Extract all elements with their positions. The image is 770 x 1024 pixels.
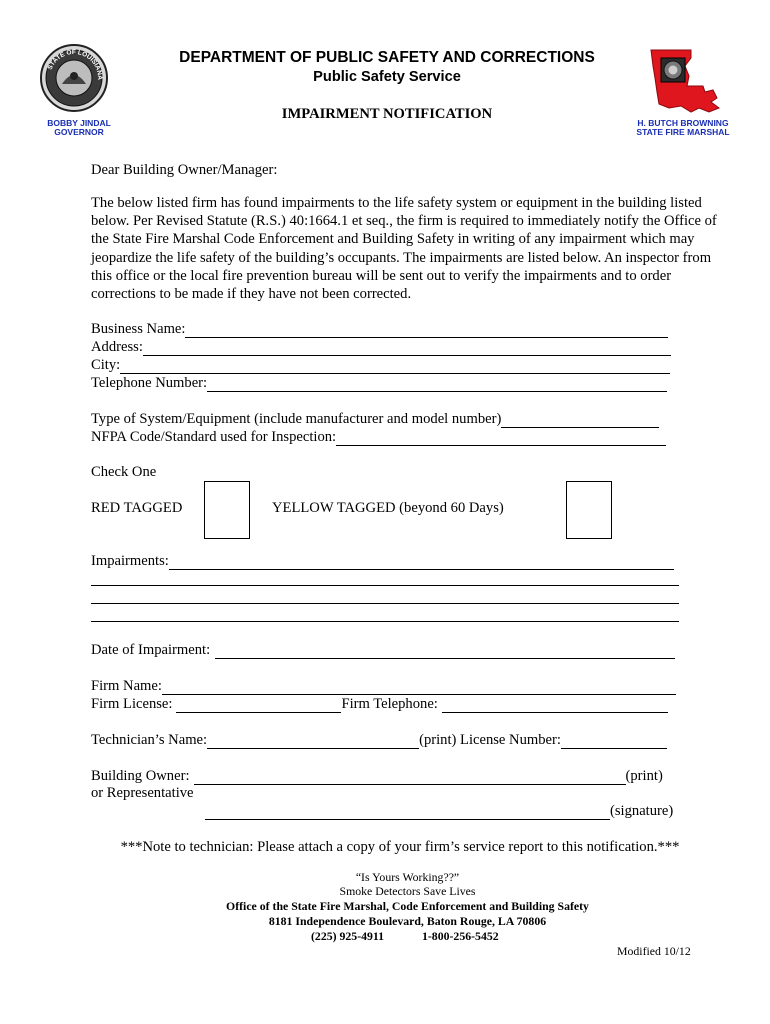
- form-title: IMPAIRMENT NOTIFICATION: [281, 106, 493, 122]
- footer-slogan-2: Smoke Detectors Save Lives: [339, 884, 476, 898]
- signature-row: [205, 802, 673, 820]
- footer-office: Office of the State Fire Marshal, Code Enforcement and Building Safety: [226, 899, 589, 913]
- firm-license-field[interactable]: [176, 699, 341, 713]
- footer-phone-1: (225) 925-4911: [311, 929, 385, 943]
- address-field[interactable]: [143, 342, 671, 356]
- nfpa-code-label: NFPA Code/Standard used for Inspection:: [91, 429, 337, 445]
- building-owner-field[interactable]: [194, 771, 626, 785]
- system-type-label: Type of System/Equipment (include manufacturer and model number): [91, 411, 502, 427]
- telephone-row: [91, 374, 667, 392]
- technician-license-label: (print) License Number:: [419, 732, 561, 748]
- technician-note: ***Note to technician: Please attach a copy of your firm’s service report to this notification.***: [120, 839, 680, 855]
- impairments-label: Impairments:: [91, 553, 169, 569]
- fire-marshal-logo: [645, 46, 725, 116]
- nfpa-code-row: [91, 428, 666, 446]
- business-name-field[interactable]: [185, 324, 668, 338]
- impairments-line-2[interactable]: [91, 572, 679, 586]
- firm-telephone-label: Firm Telephone:: [341, 696, 438, 712]
- city-field[interactable]: [120, 360, 670, 374]
- technician-row: [91, 731, 667, 749]
- city-row: [91, 356, 670, 374]
- impairments-field[interactable]: [169, 556, 674, 570]
- governor-title: GOVERNOR: [54, 127, 104, 137]
- telephone-field[interactable]: [207, 378, 667, 392]
- signature-field[interactable]: [205, 806, 610, 820]
- signature-label: (signature): [610, 803, 674, 819]
- fire-marshal-title: STATE FIRE MARSHAL: [636, 127, 730, 137]
- business-name-label: Business Name:: [91, 321, 186, 337]
- date-of-impairment-field[interactable]: [215, 645, 675, 659]
- nfpa-code-field[interactable]: [336, 432, 666, 446]
- date-of-impairment-row: [91, 641, 675, 659]
- technician-name-field[interactable]: [207, 735, 419, 749]
- building-owner-row: [91, 767, 663, 785]
- department-title: DEPARTMENT OF PUBLIC SAFETY AND CORRECTIONS: [179, 49, 595, 66]
- address-row: [91, 338, 671, 356]
- date-of-impairment-label: Date of Impairment:: [91, 642, 211, 658]
- salutation: Dear Building Owner/Manager:: [91, 162, 278, 178]
- technician-license-field[interactable]: [561, 735, 667, 749]
- business-name-row: [91, 320, 668, 338]
- firm-name-label: Firm Name:: [91, 678, 162, 694]
- footer-phone-2: 1-800-256-5452: [421, 929, 499, 943]
- telephone-label: Telephone Number:: [91, 375, 208, 391]
- governor-name: BOBBY JINDAL: [47, 118, 111, 128]
- footer-slogan-1: “Is Yours Working??”: [355, 870, 460, 884]
- seal-text: STATE OF LOUISIANA: [46, 48, 104, 81]
- state-seal-logo: [40, 42, 108, 114]
- check-one-label: Check One: [91, 464, 157, 480]
- footer-phones: [311, 929, 499, 944]
- impairments-line-4[interactable]: [91, 608, 679, 622]
- system-type-field[interactable]: [501, 414, 659, 428]
- address-label: Address:: [91, 339, 143, 355]
- print-label: (print): [625, 768, 663, 784]
- system-type-row: [91, 410, 659, 428]
- footer-address: 8181 Independence Boulevard, Baton Rouge, LA 70806: [268, 914, 547, 928]
- yellow-tagged-label: YELLOW TAGGED (beyond 60 Days): [272, 500, 504, 516]
- footer-modified: Modified 10/12: [617, 944, 691, 958]
- or-representative-label: or Representative: [91, 785, 194, 801]
- city-label: City:: [91, 357, 121, 373]
- impairments-row: [91, 552, 674, 570]
- intro-paragraph: The below listed firm has found impairments to the life safety system or equipment in the building listed below. Per Revised Statute (R.S.) 40:1664.1 et seq., the firm is required to immediately notify the Office of the State Fire Marshal Code Enforcement and Building Safety in writing of any impairment which may jeopardize the life safety of the building’s occupants. The impairments are listed below. An inspector from this office or the local fire prevention bureau will be sent out to verify the impairments and to order corrections to be made if they have not been corrected.: [91, 195, 717, 303]
- technician-name-label: Technician’s Name:: [91, 732, 208, 748]
- firm-license-label: Firm License:: [91, 696, 173, 712]
- red-tagged-label: RED TAGGED: [91, 500, 183, 516]
- yellow-tagged-checkbox[interactable]: [566, 481, 612, 539]
- firm-name-row: [91, 677, 676, 695]
- red-tagged-checkbox[interactable]: [204, 481, 250, 539]
- fire-marshal-name: H. BUTCH BROWNING: [637, 118, 729, 128]
- firm-license-row: [91, 695, 668, 713]
- building-owner-label: Building Owner:: [91, 768, 190, 784]
- firm-telephone-field[interactable]: [442, 699, 668, 713]
- firm-name-field[interactable]: [162, 681, 676, 695]
- service-title: Public Safety Service: [313, 69, 461, 85]
- impairments-line-3[interactable]: [91, 590, 679, 604]
